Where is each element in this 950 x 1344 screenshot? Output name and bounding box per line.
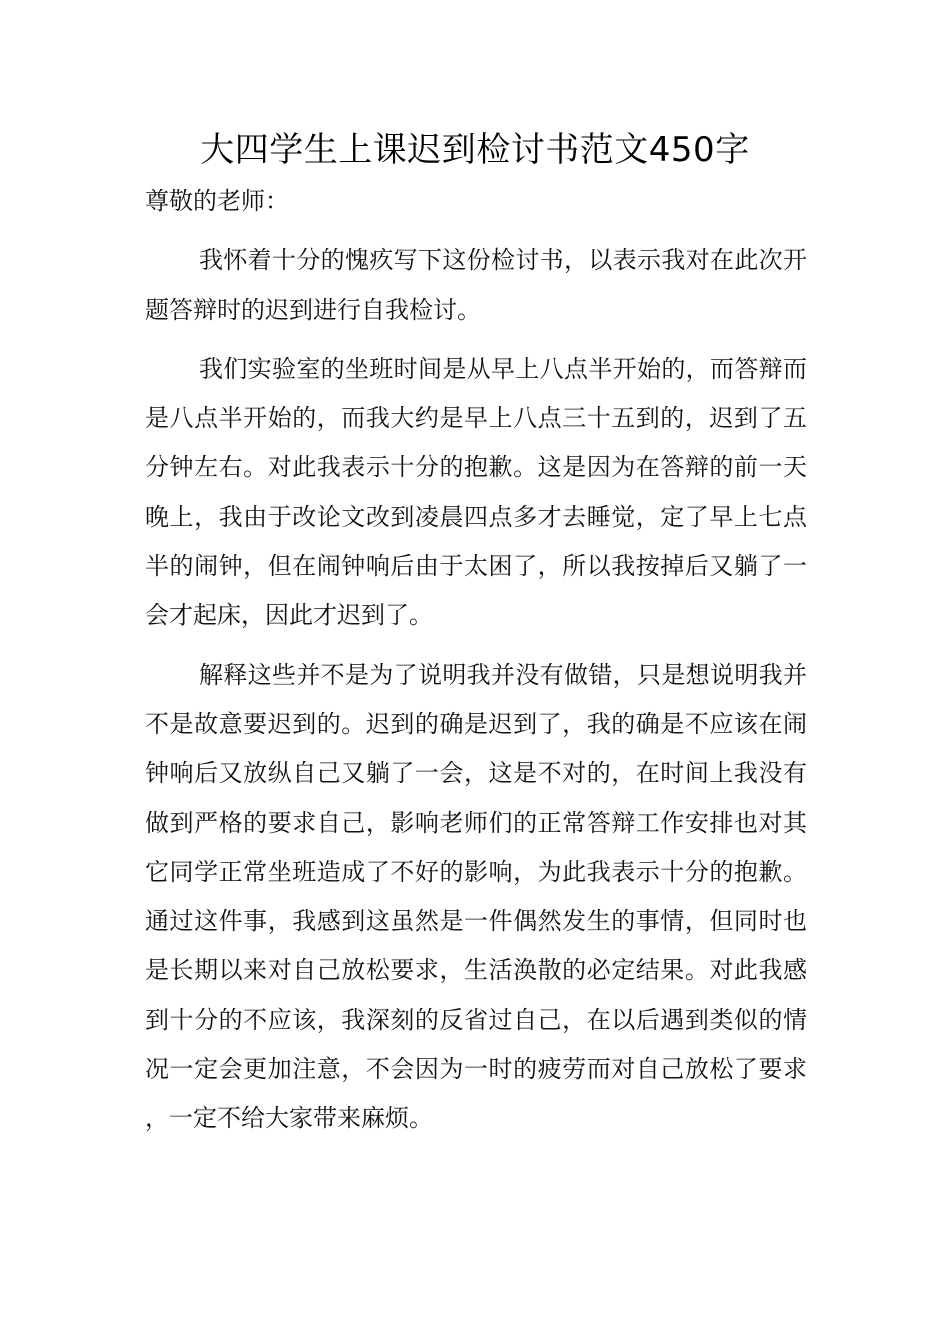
salutation: 尊敬的老师： <box>145 187 289 215</box>
paragraph-3: 解释这些并不是为了说明我并没有做错，只是想说明我并不是故意要迟到的。迟到的确是迟到了，我的确是不应该在闹钟响后又放纵自己又躺了一会，这是不对的，在时间上我没有做到严格的要求自己，影响老师们的正常答辩工作安排也对其它同学正常坐班造成了不好的影响，为此我表示十分的抱歉。通过这件事，我感到这虽然是一件偶然发生的事情，但同时也是长期以来对自己放松要求，生活涣散的必定结果。对此我感到十分的不应该，我深刻的反省过自己，在以后遇到类似的情况一定会更加注意，不会因为一时的疲劳而对自己放松了要求，一定不给大家带来麻烦。 <box>145 660 807 1133</box>
document-title: 大四学生上课迟到检讨书范文450字 <box>200 130 750 170</box>
paragraph-2: 我们实验室的坐班时间是从早上八点半开始的，而答辩而是八点半开始的，而我大约是早上八点三十五到的，迟到了五分钟左右。对此我表示十分的抱歉。这是因为在答辩的前一天晚上，我由于改论文改到凌晨四点多才去睡觉，定了早上七点半的闹钟，但在闹钟响后由于太困了，所以我按掉后又躺了一会才起床，因此才迟到了。 <box>145 354 807 630</box>
document-body <box>145 177 807 1154</box>
paragraph-1: 我怀着十分的愧疚写下这份检讨书，以表示我对在此次开题答辩时的迟到进行自我检讨。 <box>145 246 807 324</box>
